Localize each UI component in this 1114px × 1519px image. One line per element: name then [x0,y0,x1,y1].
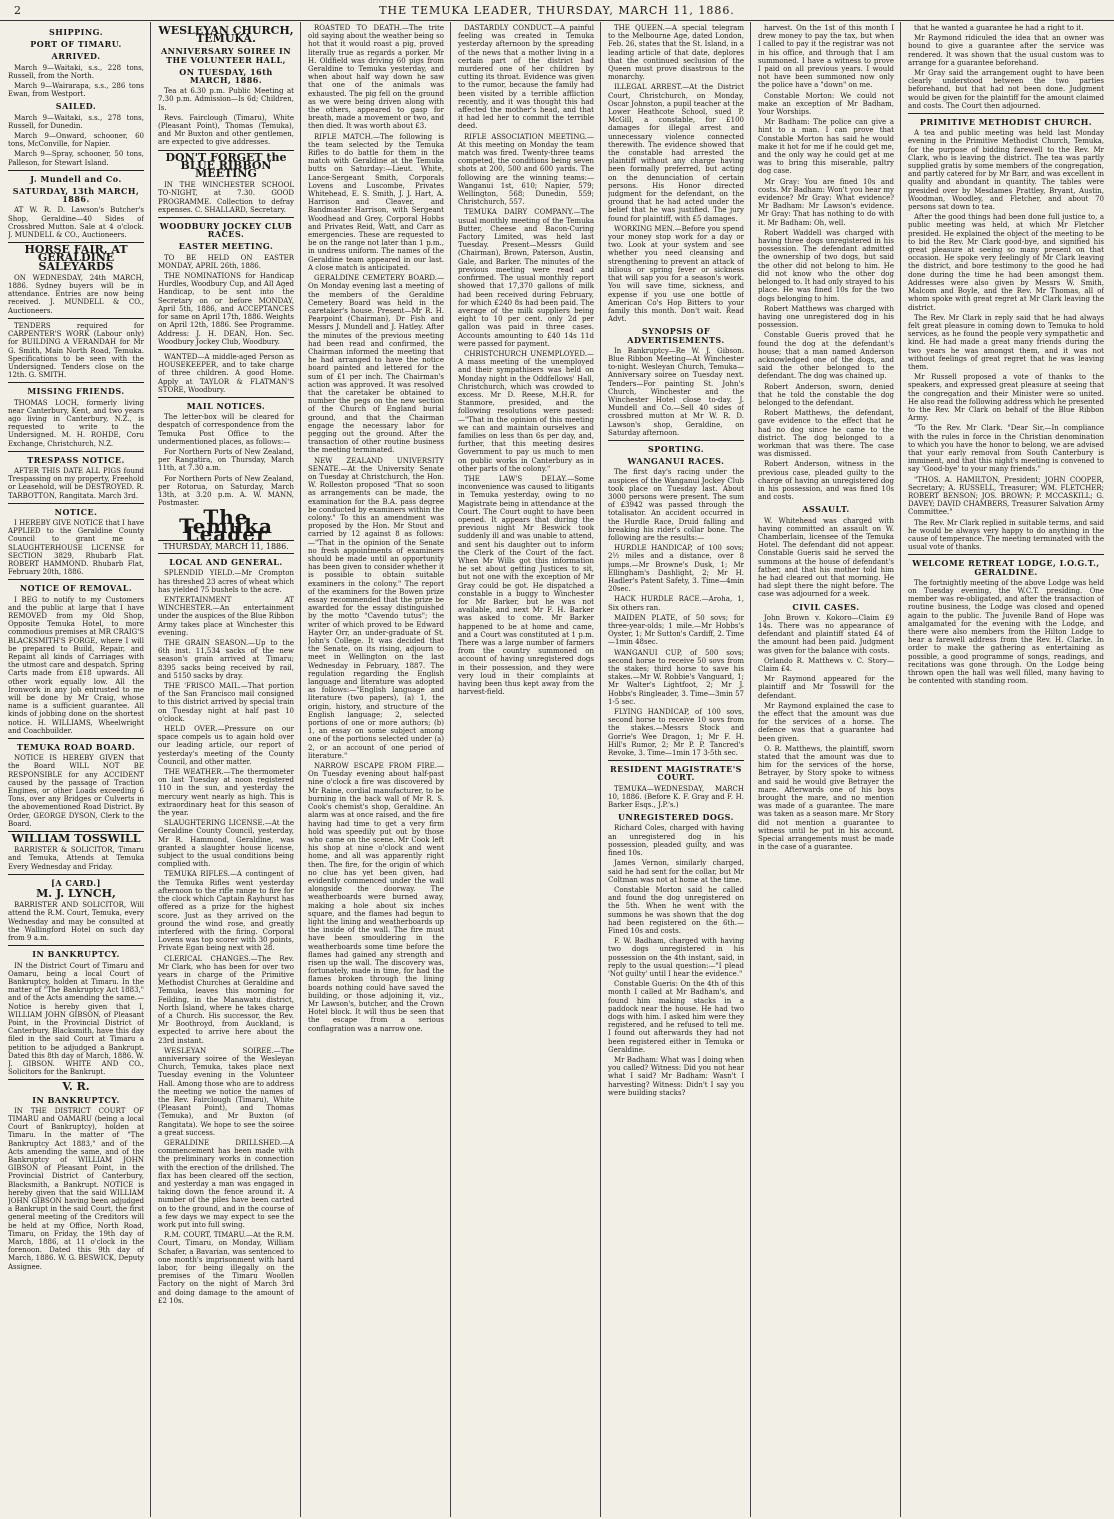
section-heading: RESIDENT MAGISTRATE'S COURT. [610,764,742,783]
article-paragraph: DASTARDLY CONDUCT.—A painful feeling was created in Temuka yesterday afternoon by the spreading of the news that a mother living in a certain part of the district had murdered one of her children by cutting its throat. Evidence was given to the rumor, because the family had been visited by a terrible affliction recently, and it was thought this had affected the mother's head, and that it had led her to commit the terrible deed. [458,24,594,131]
article-paragraph: TEMUKA—WEDNESDAY, MARCH 10, 1886. (Before K. F. Gray and F. H. Barker Esqs., J.P.'s.) [608,784,744,810]
article-paragraph: HACK HURDLE RACE.—Aroha, 1, Six others ran. [608,595,744,612]
section-heading: J. Mundell and Co. [30,173,122,184]
section-heading: DON'T FORGET the BLUE RIBBON MEETING [165,150,287,181]
article-paragraph: The Rev. Mr Clark in reply said that he had always felt great pleasure in coming down to Temuka to hold services, as he found the people very sympathetic and kind. He had made a great many friends during the two years he was amongst them, and it was not without feelings of great regret that he was leaving them. [908,313,1104,371]
article-paragraph: Orlando R. Matthews v. C. Story—Claim £4. [758,656,894,674]
article-paragraph: James Vernon, similarly charged, said he had sent for the collar, but Mr Coltman was not at home at the time. [608,859,744,884]
article-paragraph: TO BE HELD ON EASTER MONDAY, APRIL 26th, 1886. [158,253,294,270]
article-paragraph: THE WEATHER.—The thermometer on last Tuesday at noon registered 110 in the sun, and yesterday the mercury went nearly as high. This is extraordinary heat for this season of the year. [158,768,294,818]
article-paragraph: WORKING MEN.—Before you spend your money stop work for a day or two. Look at your system and see whether you need cleansing and strengthening to prevent an attack of bilious or spring fever or sickness that will sap you for a season's work. You will save time, sickness, and expense if you use one bottle of American Co's Hop Bitters to your family this month. Don't wait. Read Advt. [608,224,744,324]
article-paragraph: March 9—Waitaki, s.s., 228 tons, Russell, from the North. [8,63,144,80]
page-number: 2 [14,4,22,17]
article-paragraph: Mr Raymond explained the case to the effect that the amount was due for the services of a horse. The defence was that a guarantee had been given. [758,701,894,743]
article-paragraph: R.M. COURT, TIMARU.—At the R.M. Court, Timaru, on Monday, William Schafer, a Bavarian, was sentenced to one month's imprisonment with hard labor, for being illegally on the premises of the Timaru Woollen Factory on the night of March 3rd and doing damage to the amount of £2 10s. [158,1231,294,1305]
section-heading: IN BANKRUPTCY. [32,949,120,960]
article-paragraph: BARRISTER AND SOLICITOR, Will attend the R.M. Court, Temuka, every Wednesday and may be consulted at the Wallingford Hotel on such day from 9 a.m. [8,901,144,943]
column-rule [300,22,301,1517]
article-paragraph: harvest. On the 1st of this month I drew money to pay the tax, but when I called to pay it the registrar was not in his office, and through that I am summoned. I have a witness to prove I paid on all previous years. I would not have been summoned now only the police have a "down" on me. [758,24,894,90]
article-paragraph: The fortnightly meeting of the above Lodge was held on Tuesday evening, the W.C.T. presiding. One member was re-obligated, and after the transaction of routine business, the Lodge was closed and opened again to the public. The Juvenile Band of Hope was amalgamated for the evening with the Lodge, and there were also members from the Hilton Lodge to hear a farewell address from the Rev. H. Clarke. In order to make the gathering as entertaining as possible, a good programme of songs, readings, and recitations was gone through. On the Lodge being thrown open the hall was well filled, many having to be contented with standing room. [908,578,1104,686]
running-title: THE TEMUKA LEADER, THURSDAY, MARCH 11, 1886. [379,4,735,17]
article-paragraph: March 9—Onward, schooner, 60 tons, McConville, for Napier. [8,132,144,149]
section-heading: UNREGISTERED DOGS. [618,812,734,823]
section-heading: NOTICE. [54,506,98,517]
article-paragraph: I HEREBY GIVE NOTICE that I have APPLIED to the Geraldine County Council to grant me a SLAUGHTERHOUSE LICENSE for SECTION 3829, Rhubarb Flat. ROBERT HAMMOND. Rhubarb Flat, February 20th, 1886. [8,518,144,577]
section-rule [8,503,144,504]
section-rule [8,382,144,383]
article-paragraph: MAIDEN PLATE, of 50 sovs; for three-year-olds; 1 mile.—Mr Hobbs's Oyster, 1; Mr Sutton's Cardiff, 2. Time—1min 48sec. [608,613,744,647]
section-heading: SYNOPSIS OF ADVERTISEMENTS. [627,326,725,345]
article-paragraph: THE NOMINATIONS for Handicap Hurdles, Woodbury Cup, and All Aged Handicap, to be sent into the Secretary on or before MONDAY, April 5th, 1886, and ACCEPTANCES for same on April 17th, 1886. Weights on April 12th, 1886. See Programme. Address: J. H. DEAN, Hon. Sec. Woodbury Jockey Club, Woodbury. [158,272,294,346]
section-heading: ANNIVERSARY SOIREE IN THE VOLUNTEER HALL, [160,46,292,65]
column-rule [150,22,151,1517]
article-paragraph: THE GRAIN SEASON.—Up to the 6th inst. 11,534 sacks of the new season's grain arrived at Timaru; 8395 sacks being received by rail, and 5150 sacks by dray. [158,639,294,680]
article-paragraph: Robert Matthews was charged with having one unregistered dog in his possession. [758,304,894,330]
article-paragraph: Mr Russell proposed a vote of thanks to the speakers, and expressed great pleasure at seeing that the congregation and their Minister were so united. He also read the following address which he presented to the Rev. Mr Clark on behalf of the Blue Ribbon Army. [908,373,1104,423]
article-paragraph: TEMUKA RIFLES.—A contingent of the Temuka Rifles went yesterday afternoon to the rifle range to fire for the clock which Captain Rayhurst has offered as a prize for the highest score. Just as they arrived on the ground the wind rose, and greatly interfered with the firing. Corporal Lovens was top scorer with 30 points, Private Egan being next with 28. [158,870,294,953]
section-heading: WILLIAM TOSSWILL [11,832,141,846]
article-paragraph: NEW ZEALAND UNIVERSITY SENATE.—At the University Senate on Tuesday at Christchurch, the Hon. W. Rolleston proposed "That so soon as arrangements can be made, the examination for the B.A. pass degree be conducted by examiners within the colony." To this an amendment was proposed by the Hon. Mr Stout and carried by 12 against 8 as follows:—"That in the opinion of the Senate no fresh appointments of examiners should be made until an opportunity has been given to consider whether it is possible to obtain suitable examiners in the colony." The report of the examiners for the Bowen prize essay recommended that the prize be awarded for the essay distinguished by the motto "Cavendo tutus"; the writer of which proved to be Edward Hayter Orr, an under-graduate of St. John's College. It was decided that the Senate, on its rising, adjourn to meet in Wellington on the last Wednesday in February, 1887. The regulation regarding the English language and literature was adopted as follows:—"English language and literature (two papers), (a) 1, the origin, history, and structure of the English language; 2, selected portions of one or more authors; (b) 1, an essay on some subject among one of the portions selected under (a) 2, or an account of one period of literature." [308,456,444,760]
section-rule [8,945,144,946]
column-4 [458,24,594,1514]
article-paragraph: For Northern Ports of New Zealand, per Rangatira, on Thursday, March 11th, at 7.30 a.m. [158,447,294,473]
article-paragraph: Richard Coles, charged with having an unregistered dog in his possession, pleaded guilty, and was fined 10s. [608,824,744,858]
article-paragraph: AFTER THIS DATE ALL PIGS found Trespassing on my property, Freehold or Leasehold, will be DESTROYED. R. TARBOTTON, Rangitata. March 3rd. [8,466,144,500]
section-rule [8,318,144,319]
article-paragraph: Mr Badham: What was I doing when you called? Witness: Did you not hear what I said? Mr Badham: Wasn't I harvesting? Witness: Didn't I say you were building stacks? [608,1055,744,1097]
section-heading: SAILED. [55,101,97,112]
section-rule [158,217,294,218]
section-heading: MISSING FRIENDS. [27,386,125,397]
section-rule [8,451,144,452]
column-rule [600,22,601,1517]
article-paragraph: Revs. Fairclough (Timaru), White (Pleasant Point), Thomas (Temuka), and Mr Buxton and other gentlemen, are expected to give addresses. [158,113,294,147]
section-heading: WANGANUI RACES. [627,456,725,467]
section-heading: ASSAULT. [802,504,850,515]
section-rule [8,874,144,875]
masthead-title: The Temuka Leader [179,505,273,546]
article-paragraph: WESLEYAN SOIREE.—The anniversary soiree of the Wesleyan Church, Temuka, takes place next Tuesday evening in the Volunteer Hall. Among those who are to address the meeting we notice the names of the Rev. Fairclough (Timaru), White (Pleasant Point), and Thomas (Temuka), and Mr Buxton (of Rangitata). We hope to see the soiree a great success. [158,1046,294,1137]
article-paragraph: IN THE WINCHESTER SCHOOL TO-NIGHT, at 7.30. GOOD PROGRAMME. Collection to defray expenses. C. SHALLARD, Secretary. [158,181,294,214]
section-rule [158,349,294,350]
article-paragraph: TENDERS required for CARPENTER'S WORK (Labour only) for BUILDING A VERANDAH for Mr G. Smith, Main North Road, Temuka. Specifications to be seen with the Undersigned. Tenders close on the 12th. G. SMITH. [8,321,144,380]
section-heading: IN BANKRUPTCY. [32,1094,120,1105]
article-paragraph: O. R. Matthews, the plaintiff, sworn stated that the amount was due to him for the services of the horse, Betrayer, by Story spoke to witness and said he would give Betrayer the mare. Afterwards one of his boys brought the mare, and no mention was made of a guarantee. The mare was taken as a season mare. Mr Story did not mention a guarantee to witness until he put in his account. Special arrangements must be made in the case of a guarantee. [758,744,894,852]
article-paragraph: RIFLE ASSOCIATION MEETING.—At this meeting on Monday the team match was fired. Twenty-three teams competed, the conditions being seven shots at 200, 500 and 600 yards. The following are the winning teams:—Wanganui 1st, 610; Napier, 579; Wellington, 568; Dunedin, 559; Christchurch, 557. [458,132,594,207]
section-heading: WESLEYAN CHURCH, TEMUKA. [158,24,294,46]
section-heading: M. J. LYNCH, [36,887,116,901]
article-paragraph: Tea at 6.30 p.m. Public Meeting at 7.30 p.m. Admission—Is 6d; Children, Is. [158,87,294,112]
section-rule [908,554,1104,555]
article-paragraph: Constable Morton said he called and found the dog unregistered on the 5th. When he went with the summons he was shown that the dog had been registered on the 6th.—Fined 10s and costs. [608,885,744,935]
section-rule [8,738,144,739]
article-paragraph: SPLENDID YIELD.—Mr Crompton has threshed 23 acres of wheat which has yielded 75 bushels to the acre. [158,569,294,594]
article-paragraph: I BEG to notify to my Customers and the public at large that I have REMOVED from my Old Shop, Opposite Temuka Hotel, to more commodious premises at MR CRAIG'S BLACKSMITH'S FORGE, where I will be prepared to Build, Repair, and Repaint all kinds of Carriages with the utmost care and despatch. Spring Carts made from £18 upwards. All other work equally low. All the Ironwork in any job entrusted to me will be done by Mr Craig, whose name is a sufficient guarantee. All kinds of jobbing done on the shortest notice. H. WILLIAMS, Wheelwright and Coachbuilder. [8,595,144,735]
section-heading: MAIL NOTICES. [186,400,266,411]
article-paragraph: W. Whitehead was charged with having committed an assault on W. Chamberlain, licensee of the Temuka Hotel. The defendant did not appear. Constable Gueris said he served the summons at the house of defendant's father, and that his mother told him he had cleared out that morning. He had slept there the night before. The case was adjourned for a week. [758,516,894,599]
article-paragraph: March 9—Spray, schooner, 50 tons, Palleson, for Stewart Island. [8,150,144,167]
article-paragraph: WANGANUI CUP, of 500 sovs; second horse to receive 50 sovs from the stakes; third horse to save his stakes.—Mr W. Robbie's Vanguard, 1; Mr Walter's Lightfoot, 2; Mr J. Hobbs's Ringleader, 3. Time—3min 57 1-5 sec. [608,648,744,706]
article-paragraph: that he wanted a guarantee he had a right to it. [914,24,1084,32]
article-paragraph: Constable Gueris: On the 4th of this month I called at Mr Badham's, and found him making stacks in a paddock near the house. He had two dogs with him. I asked him were they registered, and he refused to tell me. I found out afterwards they had not been registered either in Temuka or Geraldine. [608,980,744,1054]
article-paragraph: HURDLE HANDICAP, of 100 sovs; 2½ miles and a distance, over 8 jumps.—Mr Browne's Dusk, 1; Mr Ellingham's Dashlight, 2; Mr H. Hadler's Patent Safety, 3. Time—4min 20sec. [608,544,744,594]
section-heading: WELCOME RETREAT LODGE, I.O.G.T., GERALDINE. [912,558,1100,577]
article-paragraph: Mr Raymond appeared for the plaintiff and Mr Tosswill for the defendant. [758,675,894,700]
article-paragraph: F. W. Badham, charged with having two dogs unregistered in his possession on the 4th instant, said, in reply to the usual question:—"I plead 'Not guilty' until I hear the evidence." [608,937,744,978]
article-paragraph: HELD OVER.—Pressure on our space compels us to again hold over our leading article, our report of yesterday's meeting of the County Council, and other matter. [158,725,294,766]
article-paragraph: CLERICAL CHANGES.—The Rev. Mr Clark, who has been for over two years in charge of the Primitive Methodist Churches at Geraldine and Temuka, leaves this morning for Feilding, in the Manawatu district, North Island, where he takes charge of a Church. His successor, the Rev. Mr Boothroyd, from Auckland, is expected to arrive here about the 23rd instant. [158,954,294,1045]
masthead-block [158,505,294,554]
section-heading: CIVIL CASES. [792,601,860,612]
article-paragraph: The Rev. Mr Clark replied in suitable terms, and said he would be always very happy to do anything in the cause of temperance. The meeting terminated with the usual vote of thanks. [908,518,1104,552]
article-paragraph: Robert Anderson, witness in the previous case, pleaded guilty to the charge of having an unregistered dog in his possession, and was fined 10s and costs. [758,460,894,502]
section-heading: SPORTING. [647,443,705,454]
section-rule [908,113,1104,114]
column-6 [758,24,894,1514]
section-heading: PRIMITIVE METHODIST CHURCH. [919,117,1093,128]
section-heading: V. R. [62,1080,90,1094]
article-paragraph: The first day's racing under the auspices of the Wanganui Jockey Club took place on Tuesday last. About 3000 persons were present. The sum of £3942 was passed through the totalisator. An accident occurred in the Hurdle Race, Druid falling and breaking his rider's collar bone. The following are the results:— [608,468,744,542]
column-rule [750,22,751,1517]
section-heading: EASTER MEETING. [178,241,274,252]
article-paragraph: In Bankruptcy—Re W. J. Gibson. Blue Ribbon Meeting—At Winchester to-night. Wesleyan Church, Temuka—Anniversary soiree on Tuesday next. Tenders—For painting St. John's Church, Winchester and the Winchester Hotel close to-day. J. Mundell and Co.—Sell 40 sides of crossbred mutton at Mr W. R. D. Lawson's shop, Geraldine, on Saturday afternoon. [608,346,744,437]
article-paragraph: "To the Rev. Mr Clark. "Dear Sir,—In compliance with the rules in force in the Christian denomination to which you have the honor to belong, we are advised that your early removal from South Canterbury is imminent, and that this night's meeting is convened to say 'Good-bye' to your many friends." [908,424,1104,474]
article-paragraph: After the good things had been done full justice to, a public meeting was held, at which Mr Fletcher presided. He explained the object of the meeting to be to bid the Rev. Mr Clark good-bye, and signified his great pleasure at seeing so many present on that occasion. He spoke very feelingly of Mr Clark leaving the district, and bore testimony to the good he had done during the time he had been amongst them. Addresses were also given by Messrs W. Smith, Malcom and Boyle, and the Rev. Mr Thomas, all of whom spoke with great regret at Mr Clark leaving the district. [908,213,1104,312]
section-heading: HORSE FAIR, AT GERALDINE SALEYARDS [24,243,128,273]
article-paragraph: ROASTED TO DEATH.—The trite old saying about the weather being so hot that it would roast a pig, proved literally true as regards a porker. Mr H. Oldfield was driving 60 pigs from Geraldine to Temuka yesterday, and when about half way down he saw that one of the animals was exhausted. The pig fell on the ground as we were being driven along with the others, appeared to gasp for breath, made a movement or two, and then died. It was worth about £3. [308,24,444,131]
article-paragraph: ENTERTAINMENT AT WINCHESTER.—An entertainment under the auspices of the Blue Ribbon Army takes place at Winchester this evening. [158,595,294,637]
article-paragraph: John Brown v. Kokoro—Claim £9 14s. There was no appearance of defendant and plaintiff stated £4 of the amount had been paid. Judgment was given for the balance with costs. [758,613,894,655]
article-paragraph: THE LAW'S DELAY.—Some inconvenience was caused to litigants in Temuka yesterday, owing to no Magistrate being in attendance at the Court. The Court ought to have been opened. It appears that during the previous night Mr Beswick took suddenly ill and was unable to attend, and sent his daughter out to inform the Clerk of the Court of the fact. When Mr Wills got this information he set about getting Justices to sit, but not one with the exception of Mr Gray could be got. He dispatched a constable in a buggy to Winchester for Mr Barker, but he was not available, and next Mr F. H. Barker was asked to come. Mr Barker happened to be at home and came, and a Court was constituted at 1 p.m. There was a large number of farmers from the country summoned on account of having unregistered dogs in their possession, and they were very loud in their complaints at having been thus kept away from the harvest-field. [458,474,594,697]
article-paragraph: IN the District Court of Timaru and Oamaru, being a local Court of Bankruptcy, holden at Timaru. In the matter of "The Bankruptcy Act 1883," and of the Acts amending the same.—Notice is hereby given that I, WILLIAM JOHN GIBSON, of Pleasant Point, in the Provincial District of Canterbury, Blacksmith, have this day filed in the said Court at Timaru a petition to be adjudged a Bankrupt. Dated this 8th day of March, 1886. W. J. GIBSON. WHITE AND CO., Solicitors for the Bankrupt. [8,961,144,1077]
article-paragraph: THE QUEEN.—A special telegram to the Melbourne Age, dated London, Feb. 26, states that the St. Island, in a leading article of that date, deplores that the continued seclusion of the Queen must prove disastrous to the monarchy. [608,24,744,82]
article-paragraph: NARROW ESCAPE FROM FIRE.—On Tuesday evening about half-past nine o'clock a fire was discovered by Mr Raine, cordial manufacturer, to be burning in the back wall of Mr R. S. Cook's chemist's shop, Geraldine. An alarm was at once raised, and the fire having had time to get a very firm hold was speedily put out by those who came on the scene. Mr Cook left his shop at nine o'clock and went home, and all was apparently right then. The fire, for the origin of which no clue has yet been given, had evidently commenced under the wall alongside the doorway. The weatherboards were burned away, making a hole about six inches square, and the flames had begun to light the lining and weatherboards up the inside of the wall. The fire must have been smouldering in the weatherboards some time before the flames had gained any strength and risen up the wall. The discovery was, fortunately, made in time, for had the flames broken through the lining boards nothing could have saved the building, or those adjoining it, viz., Mr Lawson's, butcher, and the Crown Hotel block. It will thus be seen that the escape from a serious conflagration was a narrow one. [308,762,444,1033]
article-paragraph: The letter-box will be cleared for despatch of correspondence from the Temuka Post Office to the undermentioned places, as follows:— [158,413,294,446]
article-paragraph: Robert Waddell was charged with having three dogs unregistered in his possession. The defendant admitted the ownership of two dogs, but said the other did not belong to him. He did not know who the other dog belonged to. It had only strayed to his place. He was fined 10s for the two dogs belonging to him. [758,228,894,303]
section-heading: ARRIVED. [51,51,101,62]
section-heading: [A CARD.] [51,877,101,888]
article-paragraph: ON WEDNESDAY, 24th MARCH, 1886. Sydney buyers will be in attendance. Entries are now being received. J. MUNDELL & CO., Auctioneers. [8,273,144,315]
article-paragraph: March 9—Waitaki, s.s., 278 tons, Russell, for Dunedin. [8,113,144,130]
article-paragraph: BARRISTER & SOLICITOR, Timaru and Temuka, Attends at Temuka Every Wednesday and Friday. [8,846,144,871]
article-paragraph: A tea and public meeting was held last Monday evening in the Primitive Methodist Church, Temuka, for the purpose of bidding farewell to the Rev. Mr Clark, who is leaving the district. The tea was partly supplied gratis by some members of the congregation, and partly catered for by Mr Barr, and was excellent in quality and abundant in quantity. The tables were presided over by Mesdames Prattley, Bryant, Austin, Woodman, Woodley, and Fletcher, and about 70 persons sat down to tea. [908,129,1104,212]
article-paragraph: GERALDINE DRILLSHED.—A commencement has been made with the preliminary works in connection with the erection of the drillshed. The flax has been cleared off the section, and yesterday a man was engaged in taking down the fence around it. A number of the piles have been carted on to the ground, and in the course of a few days we may expect to see the work put into full swing. [158,1138,294,1230]
section-rule [608,440,744,441]
section-heading: ON TUESDAY, 16th MARCH, 1886. [179,66,273,86]
section-heading: NOTICE OF REMOVAL. [19,583,133,594]
section-heading: SATURDAY, 13th MARCH, 1886. [12,186,140,205]
section-rule [8,579,144,580]
article-paragraph: Mr Badham: The police can give a hint to a man. I can prove that Constable Morton has said he would make it hot for me if he could get me, and the only way he could get at me was to bring this miserable, paltry dog case. [758,118,894,176]
page-header [0,0,1114,21]
article-paragraph: FLYING HANDICAP, of 100 sovs, second horse to receive 10 sovs from the stakes.—Messrs Stock and Gorrie's Wee Dragon, 1; Mr F. H. Hill's Rumor, 2; Mr P. P. Tancred's Revoke, 3. Time—1min 17 3-5th sec. [608,708,744,758]
column-2 [158,24,294,1514]
article-paragraph: RIFLE MATCH.—The following is the team selected by the Temuka Rifles to do battle for them in the match with Geraldine at the Temuka butts on Saturday:—Lieut. White, Lance-Sergeant Smith, Corporals Lovens and Luscombe, Privates Whitehead, E. S. Smith, J. J. Hart, A. Harrison and Cleaver, and Bandmaster Harrison, with Sergeant Woodhead and Grey, Corporal Hobbs and Privates Reid, Watt, and Carr as emergencies. These are requested to be on the range not later than 1 p.m., in undress uniform. The names of the Geraldine team appeared in our last. A close match is anticipated. [308,132,444,272]
article-paragraph: ILLEGAL ARREST.—At the District Court, Christchurch, on Monday, Oscar Johnston, a pupil teacher at the Lower Heathcote School, sued P. McGill, a constable, for £100 damages for illegal arrest and unnecessary violence connected therewith. The evidence showed that the constable had arrested the plaintiff without any charge having been formally preferred, but acting on the denunciation of certain persons. His Honor directed judgment for the defendant, on the ground that he had acted under the belief that he was justified. The jury found for plaintiff, with £5 damages. [608,83,744,223]
section-heading: WOODBURY JOCKEY CLUB RACES. [159,221,293,240]
section-heading: TRESPASS NOTICE. [27,454,125,465]
article-paragraph: March 9—Wairarapa, s.s., 286 tons Ewan, from Westport. [8,82,144,99]
article-paragraph: "THOS. A. HAMILTON, President; JOHN COOPER, Secretary; A. RUSSELL, Treasurer; WM. FLETCHER; ROBERT BENSON; JOS. BROWN; P. MCCASKILL; G. DAVEY; DAVID CHAMBERS, Treasurer Salvation Army Committee." [908,475,1104,517]
column-rule [900,22,901,1517]
article-paragraph: Robert Matthews, the defendant, gave evidence to the effect that he had no dog since he came to the district. The dog belonged to a workman that was there. The case was dismissed. [758,409,894,459]
article-paragraph: WANTED—A middle-aged Person as HOUSEKEEPER, and to take charge of three children. A good Home. Apply at TAYLOR & FLATMAN'S STORE, Woodbury. [158,352,294,394]
article-paragraph: TEMUKA DAIRY COMPANY.—The usual monthly meeting of the Temuka Butter, Cheese and Bacon-Curing Factory Limited, was held last Tuesday. Present—Messrs Guild (Chairman), Brown, Paterson, Austin, Gale, and Barker. The minutes of the previous meeting were read and confirmed. The usual monthly report showed that 17,370 gallons of milk had been received during February, for which £240 8s had been paid. The average of the milk suppliers being eight to 10 per cent. only 2d per gallon was paid in three cases. Accounts amounting to £40 14s 11d were passed for payment. [458,208,594,348]
article-paragraph: NOTICE IS HEREBY GIVEN that the Board WILL NOT BE RESPONSIBLE for any ACCIDENT caused by the passage of Traction Engines, or other Loads exceeding 6 Tons, over any Bridges or Culverts in the abovementioned Road District. By Order, GEORGE DYSON, Clerk to the Board. [8,754,144,828]
section-rule [608,760,744,761]
article-paragraph: GERALDINE CEMETERY BOARD.—On Monday evening last a meeting of the members of the Geraldine Cemetery Board was held in the caretaker's house. Present—Mr R. H. Pearpoint (Chairman), Dr Fish and Messrs J. Mundell and J. Hatley. After the minutes of the previous meeting had been read and confirmed, the Chairman informed the meeting that he had arranged to have the notice board painted and lettered for the sum of £1 per inch. The Chairman's action was approved. It was resolved that the caretaker be obtained to number the pegs on the new section of the Church of England burial ground, and that the Chairman engage the necessary labor for pegging out the ground. After the transaction of other routine business the meeting terminated. [308,274,444,455]
article-paragraph: Constable Morton: We could not make an exception of Mr Badham, Your Worships. [758,91,894,117]
column-1 [8,24,144,1514]
article-paragraph: CHRISTCHURCH UNEMPLOYED.—A mass meeting of the unemployed and their sympathisers was held on Monday night in the Oddfellows' Hall, Christchurch, which was crowded to excess. Mr D. Reese, M.H.R. for Stanmore, presided, and the following resolutions were passed:—"That in the opinion of this meeting we can and maintain ourselves and families on less than 6s per day, and, further, that this meeting desires Government to pay us much to men on public works in Canterbury as in other parts of the colony." [458,349,594,473]
article-paragraph: IN THE DISTRICT COURT OF TIMARU and OAMARU (being a local Court of Bankruptcy), holden at Timaru. In the matter of "The Bankruptcy Act 1883," and of the Acts amending the same, and of the Bankruptcy of WILLIAM JOHN GIBSON of Pleasant Point, in the Provincial District of Canterbury, Blacksmith, a Bankrupt. NOTICE is hereby given that the said WILLIAM JOHN GIBSON having been adjudged a Bankrupt in the said Court, the first general meeting of the Creditors will be held at my Office, North Road, Timaru, on Friday, the 19th day of March, 1886, at 11 o'clock in the forenoon. Dated this 9th day of March, 1886. W. G. BESWICK, Deputy Assignee. [8,1106,144,1271]
column-7 [908,24,1104,1514]
section-rule [8,170,144,171]
section-rule [158,397,294,398]
article-paragraph: Constable Gueris proved that he found the dog at the defendant's house; that a man named Anderson acknowledged one of the dogs, and said the other belonged to the defendant. The dog was chained up. [758,331,894,381]
column-3 [308,24,444,1514]
article-paragraph: THE 'FRISCO MAIL.—That portion of the San Francisco mail consigned to this district arrived by special train on Tuesday night at half past 10 o'clock. [158,682,294,723]
section-heading: TEMUKA ROAD BOARD. [16,742,136,753]
article-paragraph: For Northern Ports of New Zealand, per Rotorua, on Saturday, March 13th, at 3.20 p.m. A. W. MANN, Postmaster. [158,474,294,508]
article-paragraph: Mr Raymond ridiculed the idea that an owner was bound to give a guarantee after the service was rendered. It was shown that the usual custom was to arrange for a guarantee beforehand. [908,34,1104,67]
article-paragraph: THOMAS LOCH, formerly living near Canterbury, Kent, and two years ago living in Canterbury, N.Z., is requested to write to the Undersigned. M. H. ROHDE, Coru Exchange, Christchurch, N.Z. [8,398,144,448]
article-paragraph: Mr Gray said the arrangement ought to have been clearly understood between the two parties beforehand, but that had not been done. Judgment would be given for the plaintiff for the amount claimed and costs. The Court then adjourned. [908,69,1104,110]
masthead-date: THURSDAY, MARCH 11, 1886. [158,540,294,554]
column-rule [450,22,451,1517]
article-paragraph: Robert Anderson, sworn, denied that he told the constable the dog belonged to the defendant. [758,382,894,407]
article-paragraph: SLAUGHTERING LICENSE.—At the Geraldine County Council, yesterday, Mr R. Hammond, Geraldine, was granted a slaughter house license, subject to the usual conditions being complied with. [158,819,294,869]
article-paragraph: Mr Gray: You are fined 10s and costs. Mr Badham: Won't you hear my evidence? Mr Gray: What evidence? Mr Badham: Mr Lawson's evidence. Mr Gray: That has nothing to do with it. Mr Badham: Oh, well. [758,177,894,227]
section-heading: LOCAL AND GENERAL. [169,557,283,568]
section-heading: PORT OF TIMARU. [30,39,122,50]
column-5 [608,24,744,1514]
section-heading: SHIPPING. [49,27,103,37]
article-paragraph: AT W. R. D. Lawson's Butcher's Shop, Geraldine—40 Sides of Crossbred Mutton. Sale at 4 o'clock. J. MUNDELL & CO., Auctioneers. [8,206,144,240]
